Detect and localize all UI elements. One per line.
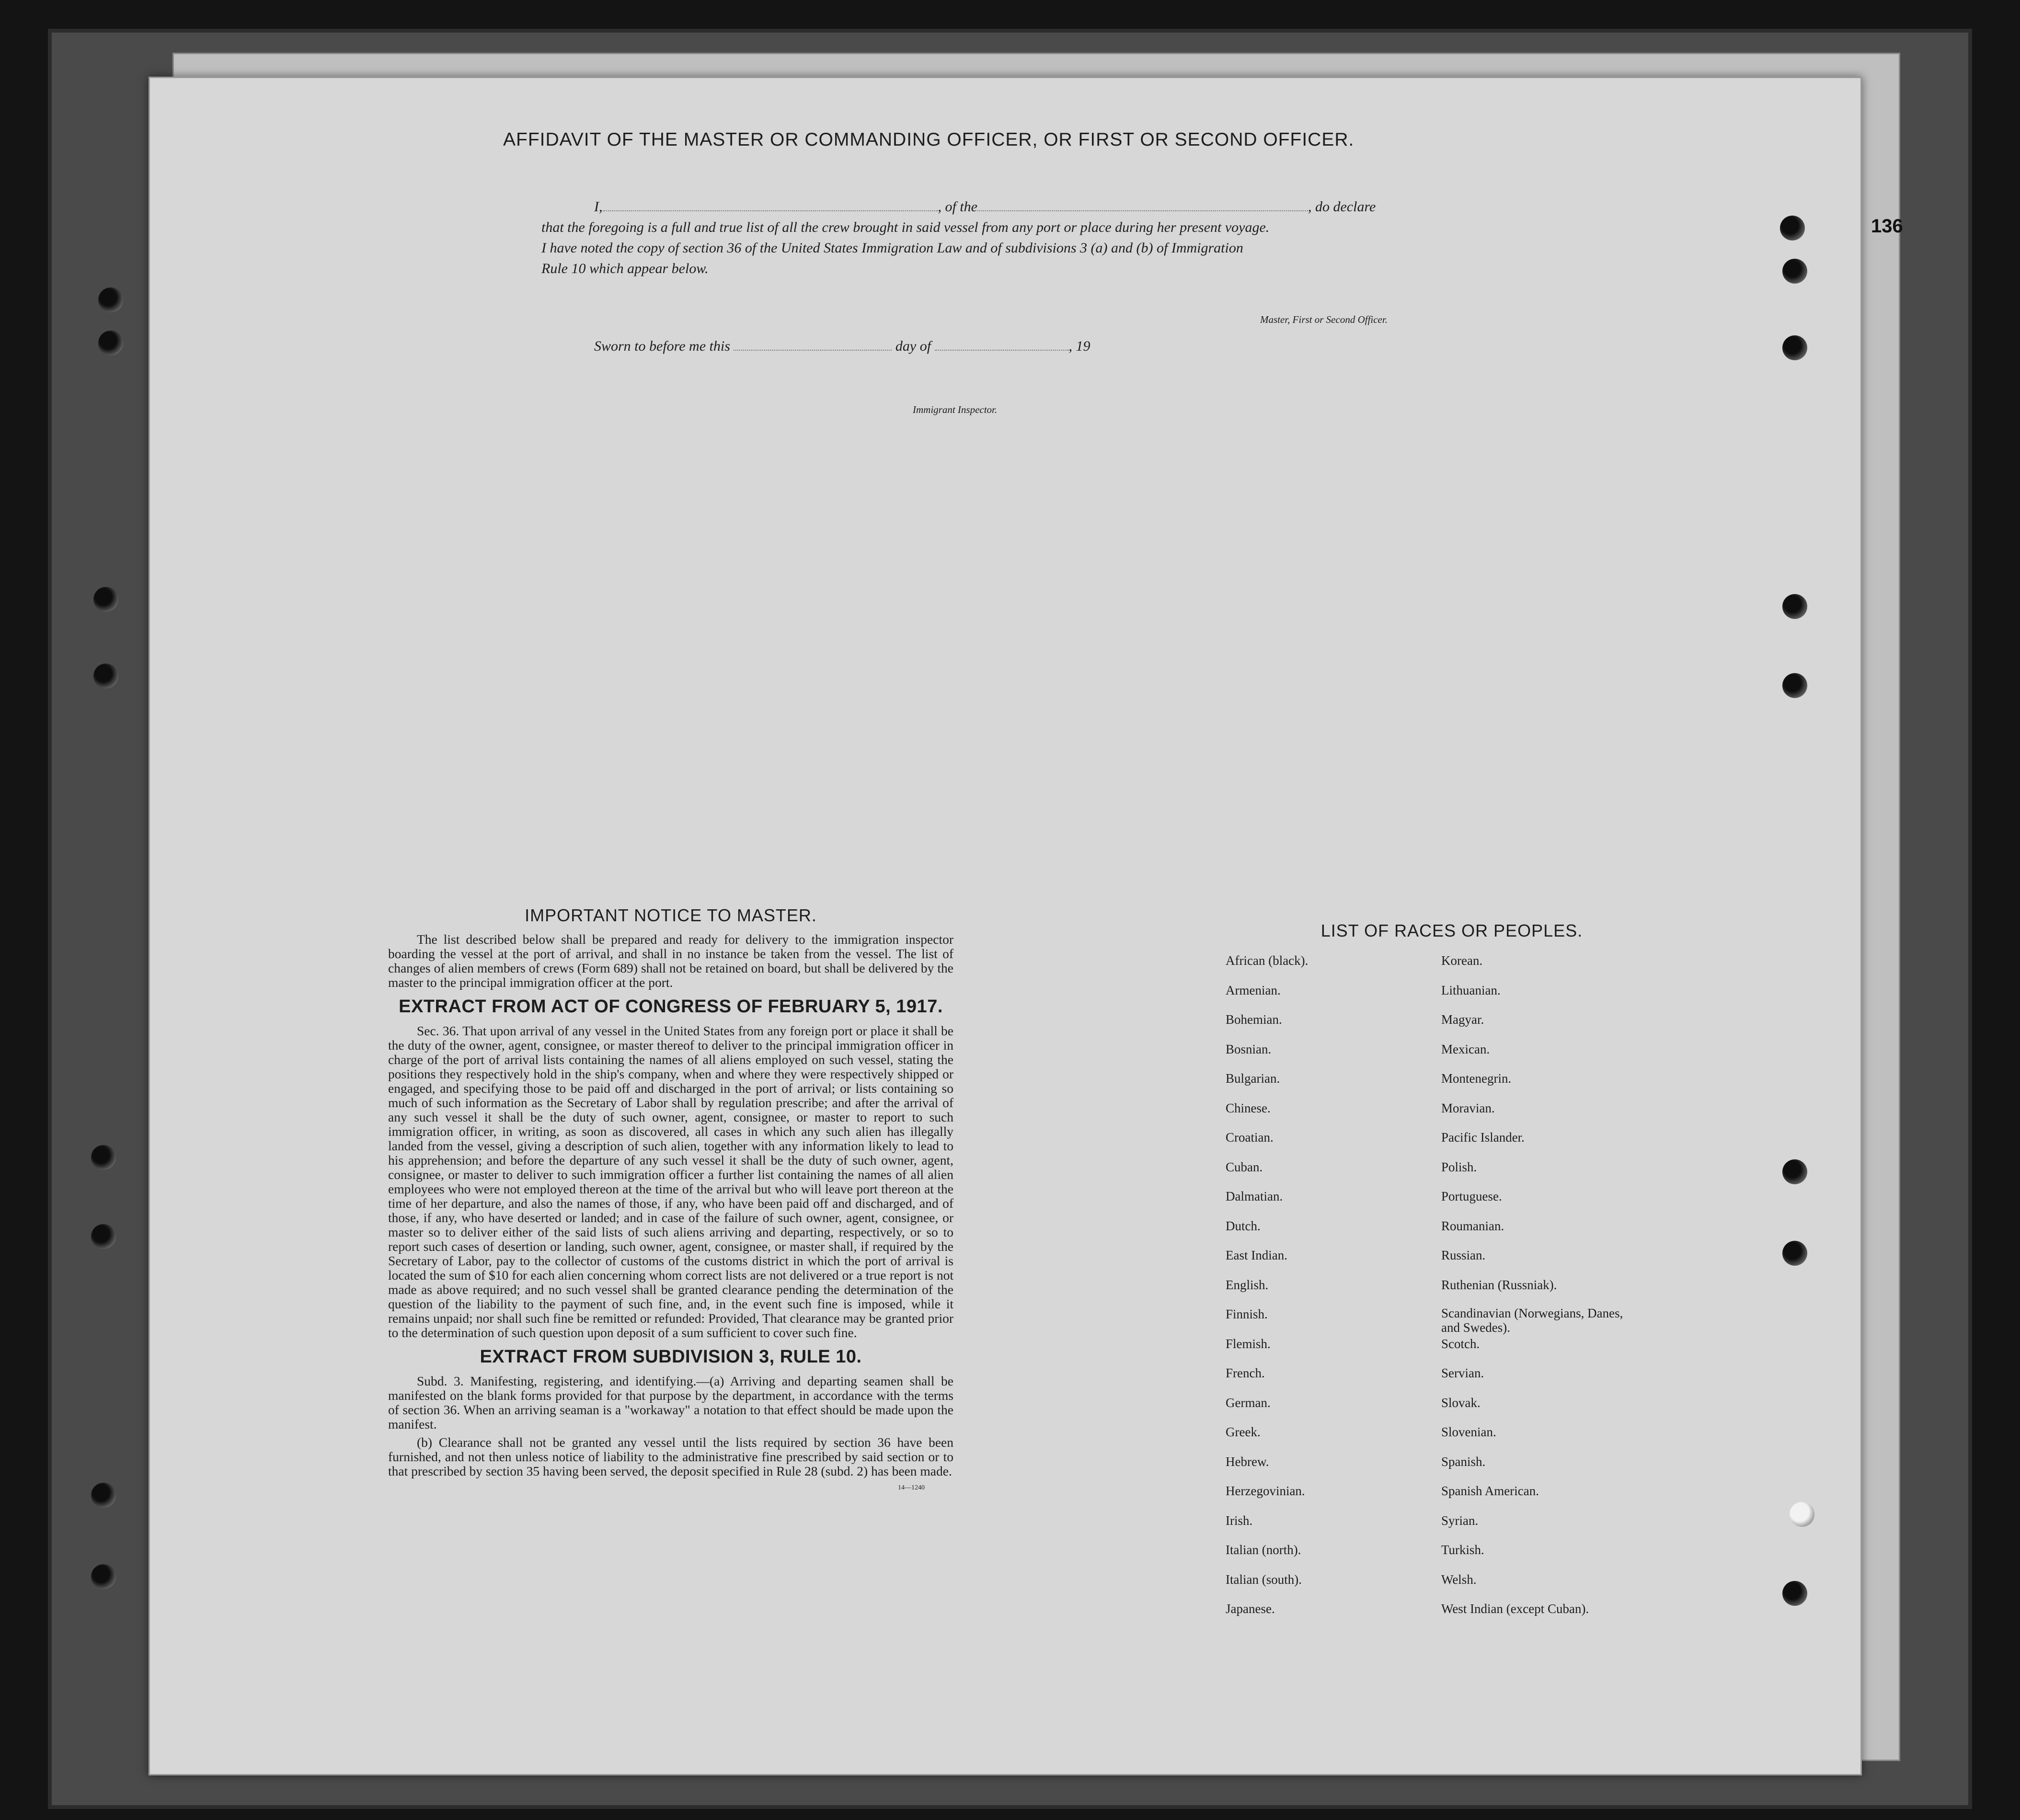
sworn-day: day of: [895, 338, 931, 354]
affidavit-body: [541, 196, 1481, 279]
race-item: Greek.: [1226, 1425, 1261, 1439]
act-extract-text: Sec. 36. That upon arrival of any vessel in the United States from any foreign port or place it shall be the duty of the owner, agent, consignee, or master thereof to deliver to the principal immigration officer in charge of the port of arrival lists containing the names of all aliens employed on such vessel, stating the positions they respectively hold in the ship's company, when and where they were respectively shipped or engaged, and specifying those to be paid off and discharged in the port of arrival; or lists containing so much of such information as the Secretary of Labor shall by regulation prescribe; and after the arrival of any such vessel it shall be the duty of such owner, agent, consignee, or master to report to such immigration officer, in writing, as soon as discovered, all cases in which any such alien has illegally landed from the vessel, giving a description of such alien, together with any information likely to lead to his apprehension; and before the departure of any such vessel it shall be the duty of such owner, agent, consignee, or master to deliver to such immigration officer a further list containing the names of all alien employees who were not employed thereon at the time of the arrival but who will leave port thereon at the time of her departure, and also the names of those, if any, who have been paid off and discharged, and of those, if any, who have deserted or landed; and in case of the failure of such owner, agent, consignee, or master so to deliver either of the said lists of such aliens arriving and departing, respectively, or so to report such cases of desertion or landing, such owner, agent, consignee, or master shall, if required by the Secretary of Labor, pay to the collector of customs of the customs district in which the port of arrival is located the sum of $10 for each alien concerning whom correct lists are not delivered or a true report is not made as above required; and no such vessel shall be granted clearance pending the determination of the question of the liability to the payment of such fine, and, in the event such fine is imposed, while it remains unpaid; nor shall such fine be remitted or refunded: Provided, That clearance may be granted prior to the determination of such question upon deposit of a sum sufficient to cover such fine.: [388, 1023, 953, 1340]
punch-hole: [1782, 1159, 1807, 1184]
race-item: French.: [1226, 1366, 1265, 1380]
sworn-prefix: Sworn to before me this: [594, 338, 730, 354]
punch-hole: [1780, 216, 1805, 240]
punch-hole: [1782, 335, 1807, 360]
race-item: Dutch.: [1226, 1218, 1261, 1233]
name-blank: [603, 210, 938, 211]
punch-hole: [98, 287, 123, 312]
act-extract-heading: EXTRACT FROM ACT OF CONGRESS OF FEBRUARY 5, 1917.: [399, 996, 943, 1017]
race-item: Hebrew.: [1226, 1454, 1269, 1469]
race-item: Herzegovinian.: [1226, 1484, 1305, 1498]
race-item: Italian (north).: [1226, 1543, 1301, 1557]
punch-hole: [1782, 1241, 1807, 1266]
race-item: Russian.: [1441, 1248, 1486, 1262]
race-item: Korean.: [1441, 953, 1483, 968]
race-item: Roumanian.: [1441, 1218, 1504, 1233]
race-item: Bosnian.: [1226, 1042, 1272, 1056]
punch-hole: [91, 1145, 116, 1170]
races-heading: LIST OF RACES OR PEOPLES.: [1320, 921, 1583, 940]
vessel-blank: [977, 210, 1308, 211]
race-item: English.: [1226, 1277, 1269, 1292]
race-item: Bulgarian.: [1226, 1071, 1280, 1086]
race-item: Scandinavian (Norwegians, Danes, and Swedes).: [1441, 1306, 1623, 1335]
notice-text: The list described below shall be prepared and ready for delivery to the immigration inspector boarding the vessel at the port of arrival, and shall in no instance be taken from the vessel. The list of changes of alien members of crews (Form 689) shall not be retained on board, but shall be delivered by the master to the principal immigration officer at the port.: [388, 932, 953, 990]
race-item: Finnish.: [1226, 1307, 1268, 1321]
race-item: East Indian.: [1226, 1248, 1287, 1262]
punch-hole: [91, 1224, 116, 1249]
race-item: Italian (south).: [1226, 1572, 1302, 1587]
punch-hole: [93, 587, 118, 612]
race-item: Scotch.: [1441, 1336, 1480, 1351]
notice-section: [388, 905, 953, 1492]
rule-extract-heading: EXTRACT FROM SUBDIVISION 3, RULE 10.: [480, 1347, 862, 1367]
race-item: Lithuanian.: [1441, 983, 1501, 997]
punch-hole: [1782, 673, 1807, 698]
race-item: Magyar.: [1441, 1012, 1484, 1027]
race-item: Portuguese.: [1441, 1189, 1502, 1203]
races-section: [1212, 921, 1691, 1616]
race-item: Welsh.: [1441, 1572, 1477, 1587]
affidavit-line-1: [541, 196, 1481, 217]
race-item: Armenian.: [1226, 983, 1281, 997]
race-item: Japanese.: [1226, 1602, 1275, 1616]
race-item: Ruthenian (Russniak).: [1441, 1277, 1557, 1292]
rule-extract-text-b: (b) Clearance shall not be granted any vessel until the lists required by section 36 have been furnished, and not then unless notice of liability to the administrative fine prescribed by said section or to that prescribed by section 35 having been served, the deposit specified in Rule 28 (subd. 2) has been made.: [388, 1435, 953, 1478]
affidavit-line-3: I have noted the copy of section 36 of the United States Immigration Law and of subdivisions 3 (a) and (b) of Immigration: [541, 240, 1243, 256]
race-item: Moravian.: [1441, 1100, 1495, 1115]
affidavit-declare: , do declare: [1308, 199, 1376, 215]
race-item: Chinese.: [1226, 1100, 1271, 1115]
inspector-signature-label: Immigrant Inspector.: [913, 404, 998, 415]
race-item: Bohemian.: [1226, 1012, 1282, 1027]
right-margin-number: 136: [1871, 216, 1903, 237]
affidavit-title: AFFIDAVIT OF THE MASTER OR COMMANDING OFFICER, OR FIRST OR SECOND OFFICER.: [503, 129, 1354, 150]
punch-hole: [1782, 1581, 1807, 1606]
notice-heading: IMPORTANT NOTICE TO MASTER.: [525, 905, 817, 925]
race-item: Polish.: [1441, 1159, 1477, 1174]
races-right-column: [1441, 952, 1642, 1630]
race-item: German.: [1226, 1395, 1271, 1410]
punch-hole: [1782, 594, 1807, 619]
race-item: West Indian (except Cuban).: [1441, 1602, 1589, 1616]
punch-hole: [1782, 259, 1807, 284]
punch-hole: [93, 664, 118, 688]
races-left-column: [1226, 952, 1308, 1630]
punch-hole: [1790, 1502, 1814, 1527]
race-item: Flemish.: [1226, 1336, 1271, 1351]
affidavit-line-4: Rule 10 which appear below.: [541, 261, 709, 276]
race-item: Irish.: [1226, 1513, 1253, 1528]
punch-hole: [91, 1564, 116, 1589]
race-item: Slovak.: [1441, 1395, 1481, 1410]
race-item: Croatian.: [1226, 1130, 1274, 1145]
month-blank: [935, 350, 1069, 351]
affidavit-i: I,: [594, 199, 603, 215]
affidavit-line-2: that the foregoing is a full and true list of all the crew brought in said vessel from any port or place during her present voyage.: [541, 219, 1270, 235]
race-item: Syrian.: [1441, 1513, 1479, 1528]
sworn-year: , 19: [1068, 338, 1090, 354]
race-item: Turkish.: [1441, 1543, 1484, 1557]
punch-hole: [91, 1483, 116, 1508]
race-item: Spanish.: [1441, 1454, 1486, 1469]
race-item: Cuban.: [1226, 1159, 1263, 1174]
race-item: Pacific Islander.: [1441, 1130, 1525, 1145]
race-item: African (black).: [1226, 953, 1308, 968]
race-item: Montenegrin.: [1441, 1071, 1512, 1086]
sworn-line: [594, 338, 1090, 355]
race-item: Mexican.: [1441, 1042, 1490, 1056]
race-item: Servian.: [1441, 1366, 1484, 1380]
race-item: Dalmatian.: [1226, 1189, 1283, 1203]
master-signature-label: Master, First or Second Officer.: [1260, 314, 1388, 325]
race-item: Spanish American.: [1441, 1484, 1539, 1498]
affidavit-of: , of the: [938, 199, 977, 215]
punch-hole: [98, 331, 123, 355]
race-item: Slovenian.: [1441, 1425, 1496, 1439]
form-number: 14—1240: [898, 1484, 925, 1491]
rule-extract-text-a: Subd. 3. Manifesting, registering, and identifying.—(a) Arriving and departing seamen shall be manifested on the blank forms provided for that purpose by the department, in accordance with the terms of section 36. When an arriving seaman is a "workaway" a notation to that effect should be made upon the manifest.: [388, 1374, 953, 1431]
day-blank: [734, 350, 892, 351]
